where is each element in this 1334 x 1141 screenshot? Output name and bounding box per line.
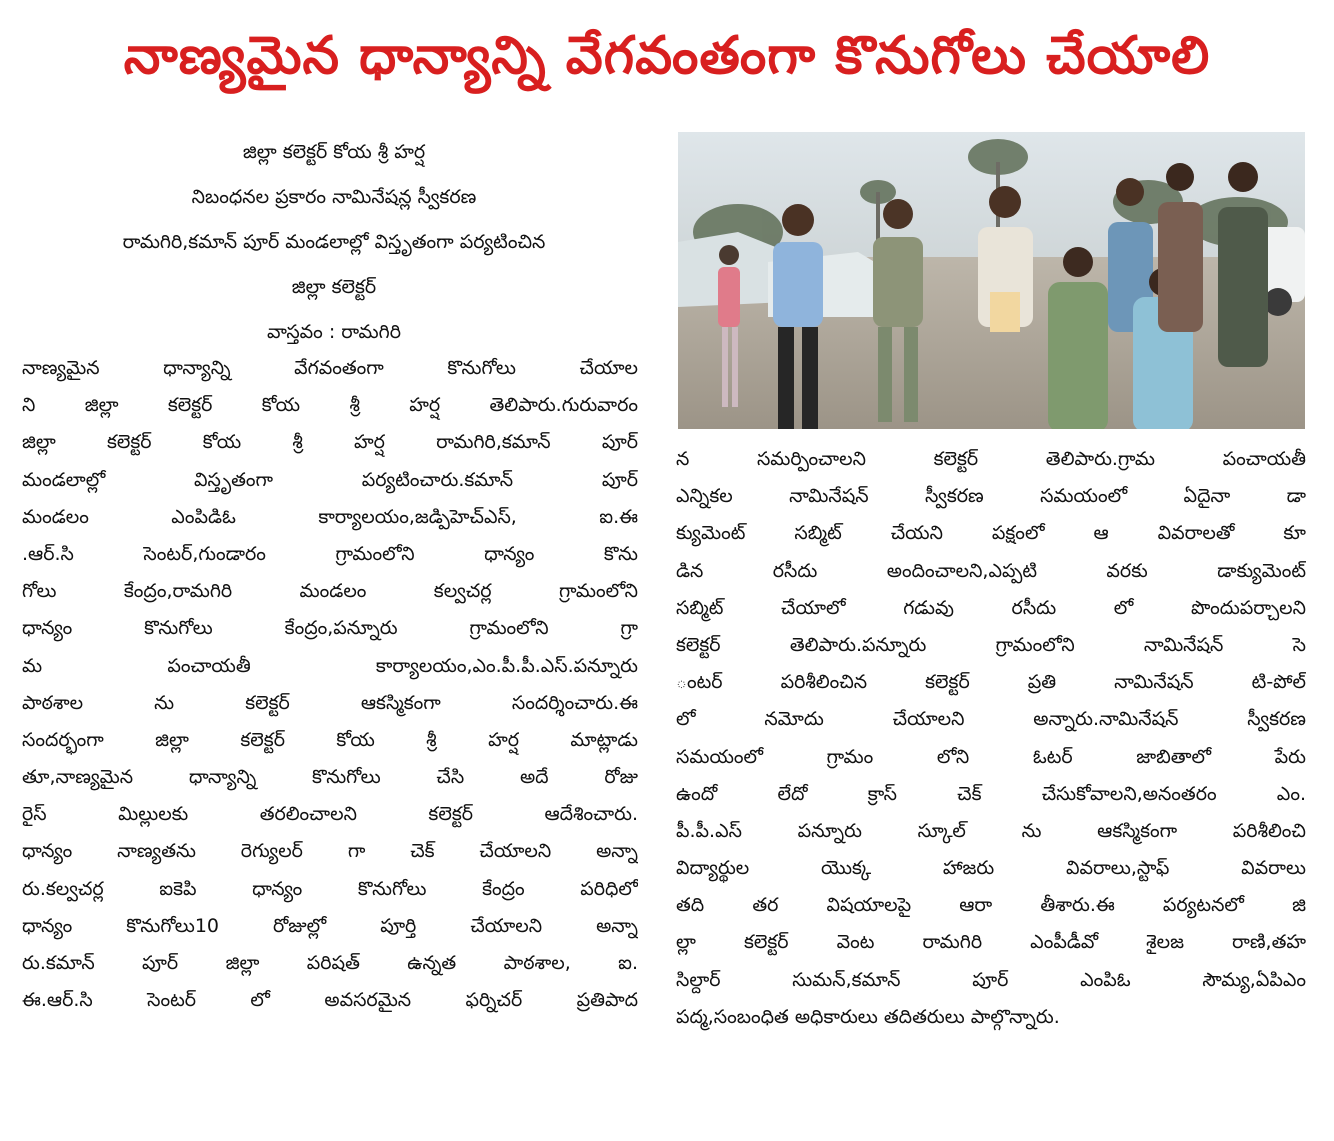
- article-column-left: [22, 350, 638, 1019]
- subheadings: [14, 130, 654, 355]
- article-line: న సమర్పించాలని కలెక్టర్ తెలిపారు.గ్రామ పంచాయతీ: [676, 448, 1306, 470]
- article-line: ధాన్యం కొనుగోలు కేంద్రం,పన్నూరు గ్రామంలోని గ్రా: [22, 617, 638, 640]
- article-line: సందర్భంగా జిల్లా కలెక్టర్ కోయ శ్రీ హర్ష మాట్లాడు: [22, 728, 638, 751]
- article-line: ధాన్యం నాణ్యతను రెగ్యులర్ గా చెక్ చేయాలని అన్నా: [22, 840, 638, 863]
- article-line: కలెక్టర్ తెలిపారు.పన్నూరు గ్రామంలోని నామినేషన్ సె: [676, 633, 1306, 656]
- article-line: నాణ్యమైన ధాన్యాన్ని వేగవంతంగా కొనుగోలు చేయాల: [22, 357, 638, 379]
- article-line: పద్మ,సంబంధిత అధికారులు తదితరులు పాల్గొన్నారు.: [676, 1005, 1060, 1028]
- article-line: విద్యార్థుల యొక్క హాజరు వివరాలు,స్టాఫ్ వివరాలు: [676, 857, 1306, 880]
- article-line: సిల్దార్ సుమన్,కమాన్ పూర్ ఎంపిఓ సౌమ్య,ఏపిఎం: [676, 968, 1306, 991]
- photo-icon: [678, 132, 1305, 429]
- article-line: ని జిల్లా కలెక్టర్ కోయ శ్రీ హర్ష తెలిపారు.గురువారం: [22, 394, 638, 417]
- headline: నాణ్యమైన ధాన్యాన్ని వేగవంతంగా కొనుగోలు చేయాలి: [123, 26, 1211, 86]
- subhead-line: జిల్లా కలెక్టర్ కోయ శ్రీ హర్ష: [242, 141, 426, 163]
- dateline: వాస్తవం : రామగిరి: [267, 321, 401, 343]
- article-line: మండలాల్లో విస్తృతంగా పర్యటించారు.కమాన్ పూర్: [22, 468, 638, 491]
- article-line: రైస్ మిల్లులకు తరలించాలని కలెక్టర్ ఆదేశించారు.: [22, 803, 638, 826]
- subhead-line: నిబంధనల ప్రకారం నామినేషన్ల స్వీకరణ: [191, 186, 477, 208]
- article-line: ల్లా కలెక్టర్ వెంట రామగిరి ఎంపీడీవో శైలజ రాణి,తహ: [676, 931, 1306, 954]
- article-line: మ పంచాయతీ కార్యాలయం,ఎం.పీ.పీ.ఎస్.పన్నూరు: [22, 654, 638, 677]
- article-line: సబ్మిట్ చేయాలో గడువు రసీదు లో పొందుపర్చాలని: [676, 596, 1306, 619]
- article-line: క్యుమెంట్ సబ్మిట్ చేయని పక్షంలో ఆ వివరాలతో కూ: [676, 522, 1306, 545]
- article-line: రు.కల్వచర్ల ఐకెపి ధాన్యం కొనుగోలు కేంద్రం పరిధిలో: [22, 877, 638, 900]
- article-line: ంటర్ పరిశీలించిన కలెక్టర్ ప్రతి నామినేషన్ టి-పోల్: [676, 671, 1306, 694]
- article-line: మండలం ఎంపిడిఓ కార్యాలయం,జడ్పిహెచ్ఎస్, ఐ.ఈ: [22, 505, 638, 528]
- article-column-right: [676, 441, 1306, 1036]
- article-line: ఎన్నికల నామినేషన్ స్వీకరణ సమయంలో ఏదైనా డా: [676, 485, 1306, 508]
- article-line: పాఠశాల ను కలెక్టర్ ఆకస్మికంగా సందర్శించారు.ఈ: [22, 691, 638, 714]
- article-line: గోలు కేంద్రం,రామగిరి మండలం కల్వచర్ల గ్రామంలోని: [22, 580, 638, 603]
- subhead-line: జిల్లా కలెక్టర్: [291, 276, 377, 298]
- article-line: ఈ.ఆర్.సి సెంటర్ లో అవసరమైన ఫర్నిచర్ ప్రతిపాద: [22, 989, 638, 1012]
- subhead-line: రామగిరి,కమాన్ పూర్ మండలాల్లో విస్తృతంగా పర్యటించిన: [122, 231, 546, 253]
- article-line: ఉందో లేదో క్రాస్ చెక్ చేసుకోవాలని,అనంతరం ఎం.: [676, 782, 1306, 805]
- article-line: తూ,నాణ్యమైన ధాన్యాన్ని కొనుగోలు చేసి అదే రోజు: [22, 766, 638, 789]
- article-line: లో నమోదు చేయాలని అన్నారు.నామినేషన్ స్వీకరణ: [676, 708, 1306, 731]
- article-line: .ఆర్.సి సెంటర్,గుండారం గ్రామంలోని ధాన్యం కొను: [22, 542, 638, 565]
- article-line: సమయంలో గ్రామం లోని ఓటర్ జాబితాలో పేరు: [676, 745, 1306, 768]
- article-line: ధాన్యం కొనుగోలు10 రోజుల్లో పూర్తి చేయాలని అన్నా: [22, 914, 638, 937]
- article-line: రు.కమాన్ పూర్ జిల్లా పరిషత్ ఉన్నత పాఠశాల, ఐ.: [22, 952, 638, 974]
- article-line: డిన రసీదు అందించాలని,ఎప్పటి వరకు డాక్యుమెంట్: [676, 559, 1306, 582]
- news-photo: [678, 132, 1305, 429]
- article-line: జిల్లా కలెక్టర్ కోయ శ్రీ హర్ష రామగిరి,కమాన్ పూర్: [22, 431, 638, 454]
- article-line: తది తర విషయాలపై ఆరా తీశారు.ఈ పర్యటనలో జి: [676, 894, 1306, 917]
- article-line: పీ.పీ.ఎస్ పన్నూరు స్కూల్ ను ఆకస్మికంగా పరిశీలించి: [676, 819, 1306, 842]
